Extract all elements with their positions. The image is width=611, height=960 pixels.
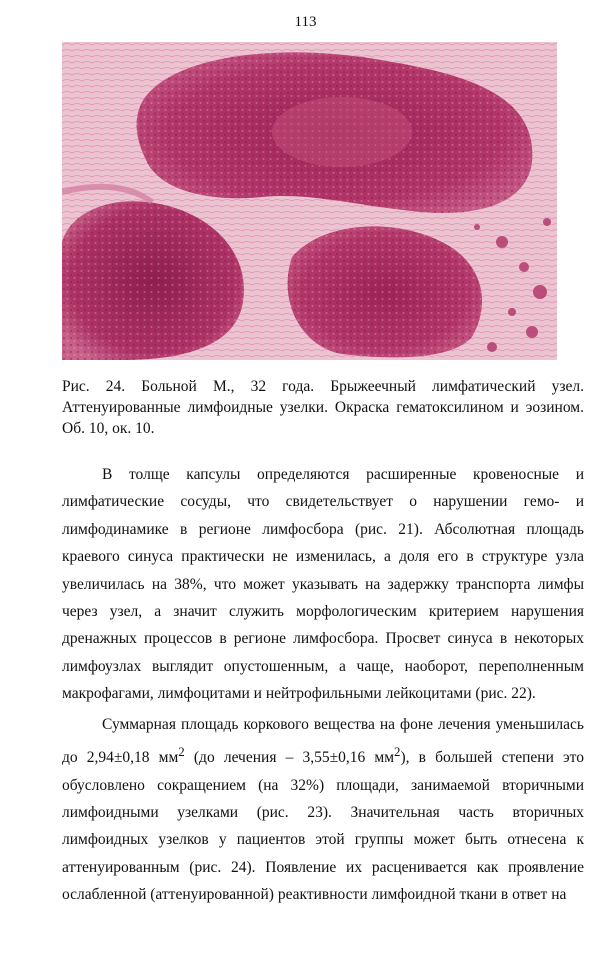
body-text (62, 461, 584, 909)
paragraph2-part2: (до лечения – 3,55±0,16 мм (184, 749, 394, 767)
figure-caption: Рис. 24. Больной М., 32 года. Брыжеечный лимфатический узел. Аттенуированные лимфоидные узелки. Окраска гематоксилином и эозином. Об. 10, ок. 10. (62, 378, 584, 437)
paragraph2-part3: ), в большей степени это обусловлено сокращением (на 32%) площади, занимаемой вторичными лимфоидными узелками (рис. 23). Значительная часть вторичных лимфоидных узелков у пациентов этой группы может быть отнесена к аттенуированным (рис. 24). Появление их расценивается как проявление ослабленной (аттенуированной) реактивности лимфоидной ткани в ответ на (62, 749, 584, 904)
superscript-squared: 2 (394, 744, 401, 760)
paragraph-capsule-vessels: В толще капсулы определяются расширенные кровеносные и лимфатические сосуды, что свидетельствует о нарушении гемо- и лимфодинамике в регионе лимфосбора (рис. 21). Абсолютная площадь краевого синуса практически не изменилась, а доля его в структуре узла увеличилась на 38%, что может указывать на задержку транспорта лимфы через узел, а значит служить морфологическим критерием нарушения дренажных процессов в регионе лимфосбора. Просвет синуса в некоторых лимфоузлах выглядит опустошенным, а чаще, наоборот, переполненным макрофагами, лимфоцитами и нейтрофильными лейкоцитами (рис. 22). (62, 466, 584, 703)
paragraph2-part1: Суммарная площадь коркового вещества на фоне лечения уменьшилась до 2,94±0,18 мм (62, 715, 584, 767)
page-number: 113 (294, 14, 317, 30)
superscript-squared: 2 (178, 744, 185, 760)
paragraph-cortical-area (62, 711, 584, 909)
figure-micrograph (62, 42, 557, 360)
micrograph-image (62, 42, 557, 360)
